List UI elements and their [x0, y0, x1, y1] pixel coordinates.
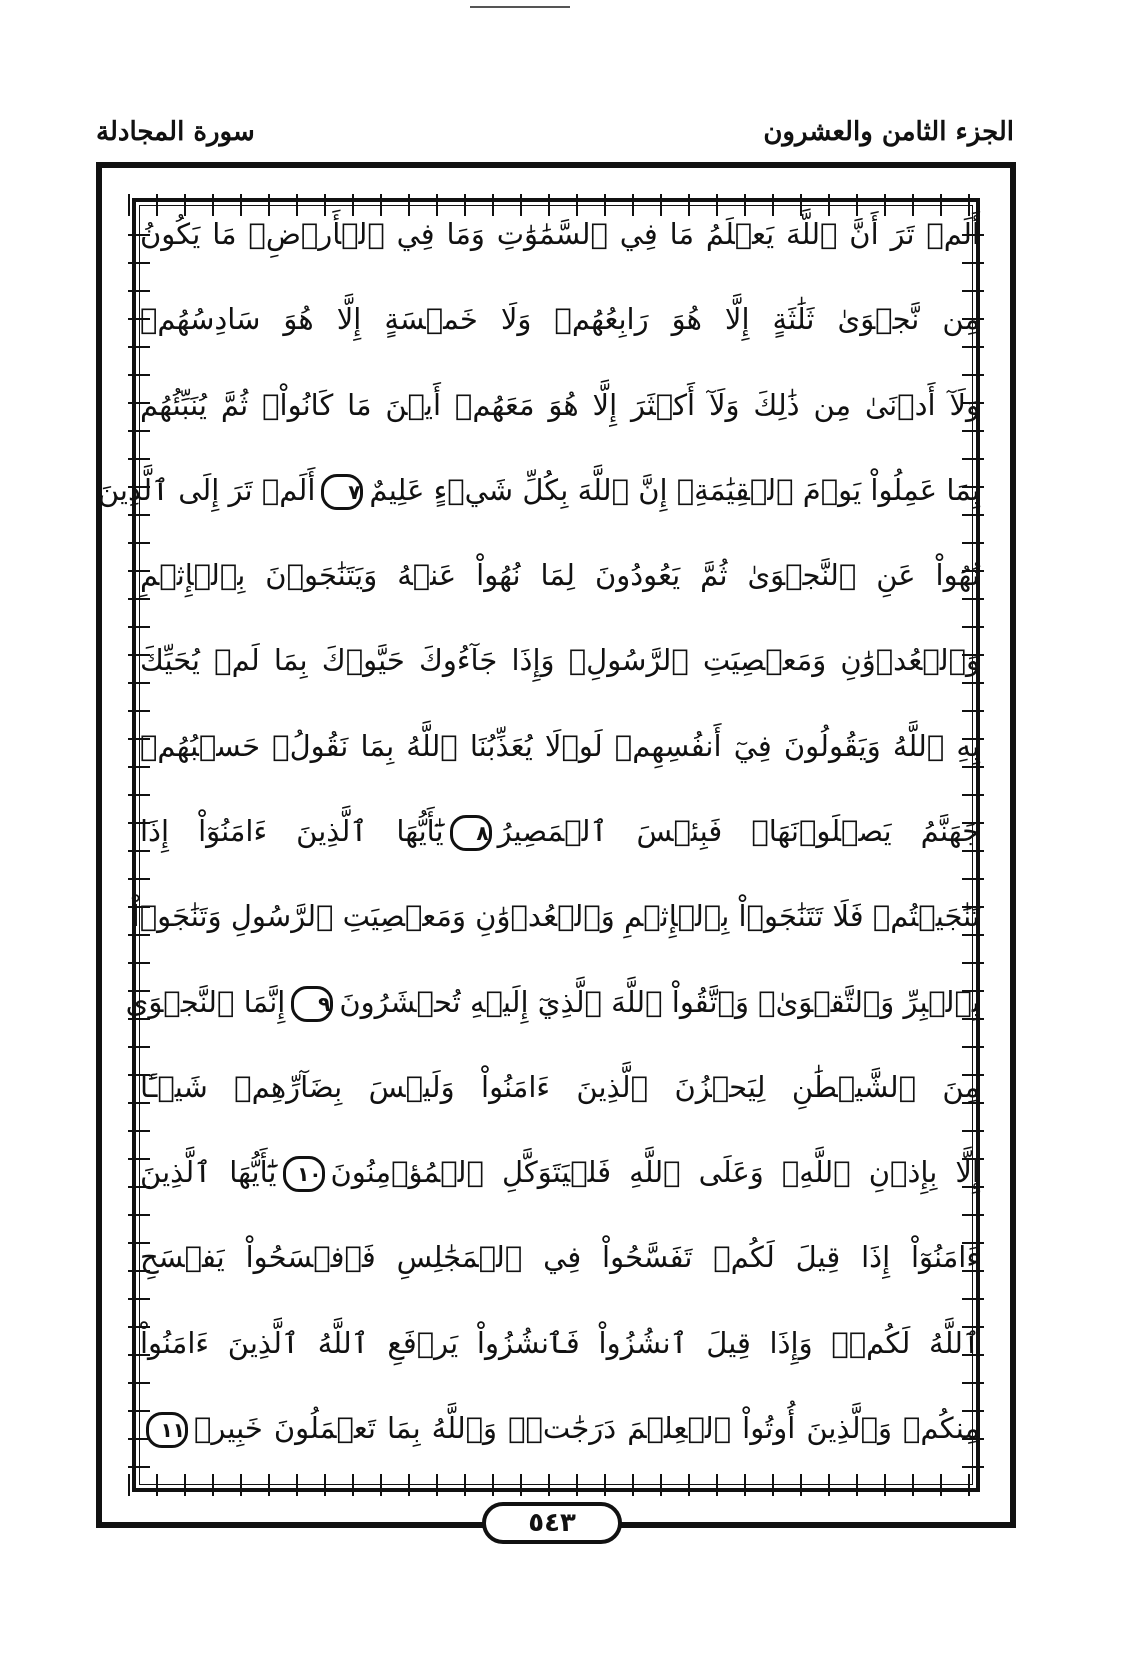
page-header: [96, 108, 1014, 156]
juz-title: الجزء الثامن والعشرون: [763, 117, 1014, 147]
text-line-4: بِمَا عَمِلُواْ يَوۡمَ ٱلۡقِيَٰمَةِۚ إِنَّ ٱللَّهَ بِكُلِّ شَيۡءٍ عَلِيمٌ٧أَلَمۡ تَرَ إِلَى ٱلَّذِينَ: [140, 464, 980, 532]
text-line-6: وَٱلۡعُدۡوَٰنِ وَمَعۡصِيَتِ ٱلرَّسُولِۖ وَإِذَا جَآءُوكَ حَيَّوۡكَ بِمَا لَمۡ يُحَيِّكَ: [140, 643, 980, 678]
ayah-marker-11: ١١: [146, 1412, 188, 1448]
text-line-1: أَلَمۡ تَرَ أَنَّ ٱللَّهَ يَعۡلَمُ مَا فِي ٱلسَّمَٰوَٰتِ وَمَا فِي ٱلۡأَرۡضِۖ مَا يَكُونُ: [140, 217, 980, 251]
text-line-15: مِنكُمۡ وَٱلَّذِينَ أُوتُواْ ٱلۡعِلۡمَ دَرَجَٰتٖۚ وَٱللَّهُ بِمَا تَعۡمَلُونَ خَبِيرٞ١١: [140, 1402, 980, 1470]
text-line-13: ءَامَنُوٓاْ إِذَا قِيلَ لَكُمۡ تَفَسَّحُواْ فِي ٱلۡمَجَٰلِسِ فَٱفۡسَحُواْ يَفۡسَحِ: [140, 1240, 980, 1275]
text-line-12: إِلَّا بِإِذۡنِ ٱللَّهِۚ وَعَلَى ٱللَّهِ فَلۡيَتَوَكَّلِ ٱلۡمُؤۡمِنُونَ١٠يَٰٓأَيُّهَا ٱلَّذِينَ: [140, 1146, 980, 1214]
quran-text: [97, 208, 980, 1470]
text-line-11: مِنَ ٱلشَّيۡطَٰنِ لِيَحۡزُنَ ٱلَّذِينَ ءَامَنُواْ وَلَيۡسَ بِضَآرِّهِمۡ شَيۡـًٔا: [140, 1069, 980, 1104]
ayah-marker-9: ٩: [291, 986, 333, 1022]
text-line-5: نُهُواْ عَنِ ٱلنَّجۡوَىٰ ثُمَّ يَعُودُونَ لِمَا نُهُواْ عَنۡهُ وَيَتَنَٰجَوۡنَ بِٱلۡإِثۡمِ: [140, 558, 980, 593]
ayah-marker-8: ٨: [450, 815, 492, 851]
text-line-2: مِن نَّجۡوَىٰ ثَلَٰثَةٍ إِلَّا هُوَ رَابِعُهُمۡ وَلَا خَمۡسَةٍ إِلَّا هُوَ سَادِسُهُمۡ: [140, 302, 980, 337]
text-line-14: ٱللَّهُ لَكُمۡۖ وَإِذَا قِيلَ ٱنشُزُواْ فَٱنشُزُواْ يَرۡفَعِ ٱللَّهُ ٱلَّذِينَ ءَامَنُواْ: [140, 1325, 980, 1360]
surah-title: سورة المجادلة: [96, 117, 255, 147]
text-line-9: تَنَٰجَيۡتُمۡ فَلَا تَتَنَٰجَوۡاْ بِٱلۡإِثۡمِ وَٱلۡعُدۡوَٰنِ وَمَعۡصِيَتِ ٱلرَّسُولِ وَتَنَٰجَوۡاْ: [131, 899, 980, 934]
page-number: ٥٤٣: [528, 1508, 576, 1538]
text-line-7: بِهِ ٱللَّهُ وَيَقُولُونَ فِيٓ أَنفُسِهِمۡ لَوۡلَا يُعَذِّبُنَا ٱللَّهُ بِمَا نَقُولُۚ حَسۡبُهُمۡ: [140, 728, 980, 763]
text-line-3: وَلَآ أَدۡنَىٰ مِن ذَٰلِكَ وَلَآ أَكۡثَرَ إِلَّا هُوَ مَعَهُمۡ أَيۡنَ مَا كَانُواْۖ ثُمَّ يُنَبِّئُهُم: [140, 387, 980, 422]
text-line-8: جَهَنَّمُ يَصۡلَوۡنَهَاۖ فَبِئۡسَ ٱلۡمَصِيرُ٨يَٰٓأَيُّهَا ٱلَّذِينَ ءَامَنُوٓاْ إِذَا: [140, 805, 980, 873]
ayah-marker-7: ٧: [321, 474, 363, 510]
text-line-10: بِٱلۡبِرِّ وَٱلتَّقۡوَىٰۖ وَٱتَّقُواْ ٱللَّهَ ٱلَّذِيٓ إِلَيۡهِ تُحۡشَرُونَ٩إِنَّمَا ٱلنَّجۡوَىٰ: [140, 976, 980, 1044]
top-rule: [470, 6, 570, 8]
page-number-badge: [482, 1502, 622, 1544]
ayah-marker-10: ١٠: [283, 1156, 325, 1192]
